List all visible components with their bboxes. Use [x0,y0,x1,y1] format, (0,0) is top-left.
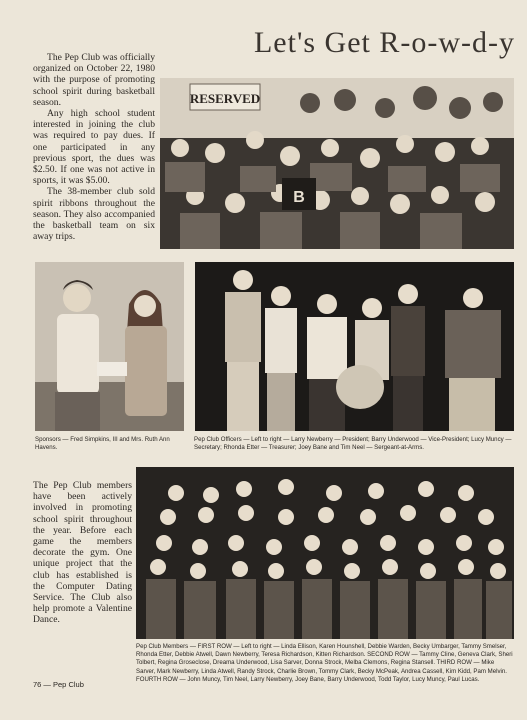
members-text: The Pep Club members have been actively involved in promoting school spirit throughout the year. Before each game the members decorate the gym. One unique project that the club has established is the Computer Dating Service. The Club also help promote a Valentine Dance. [33,480,132,626]
intro-text [33,52,155,242]
intro-paragraph-1: The Pep Club was officially organized on October 22, 1980 with the purpose of promoting school spirit during basketball season. [33,52,155,108]
page-title: Let's Get R-o-w-d-y [253,26,515,59]
intro-paragraph-2: Any high school student interested in joining the club was required to pay dues. If one participated in any previous sport, the dues was $2.50. If one was not active in sports, it was $5.00. [33,108,155,187]
jersey-letter: B [293,189,305,206]
members-photo [136,467,514,639]
crowd-photo [160,78,514,249]
page-folio: 76 — Pep Club [33,680,84,689]
sponsors-photo [35,262,184,431]
reserved-sign: RESERVED [189,91,261,106]
sponsors-caption: Sponsors — Fred Simpkins, III and Mrs. Ruth Ann Havens. [35,436,170,452]
intro-paragraph-3: The 38-member club sold spirit ribbons throughout the season. They also accompanied the basketball team on six away trips. [33,186,155,243]
officers-photo [195,262,514,431]
members-caption: Pep Club Members — FIRST ROW — Left to right — Linda Ellison, Karen Hounshell, Debbie Warden, Becky Umbarger, Tammy Smelser, Rhonda Etter, Debbie Atwell, Dawn Newberry, Teresa Richardson, Kitten Richardson. SECOND ROW — Tammy Cline, Geneva Clark, Sheri Tolbert, Regina Groseclose, Dreama Underwood, Lisa Sarver, Donna Strock, Melba Clemons, Regina Stansell. THIRD ROW — Mike Sarver, Mark Newberry, Linda Atwell, Randy Strock, Charlie Brown, Tommy Clark, Becky McPeak, Andrea Cassell, Kim Kidd, Pam Melvin. FOURTH ROW — John Muncy, Tim Neel, Larry Newberry, Joey Bane, Barry Underwood, Todd Taylor, Lucy Muncy, Paul Lucas. [136,643,513,683]
officers-caption: Pep Club Officers — Left to right — Larry Newberry — President; Barry Underwood — Vice-President; Lucy Muncy — Secretary; Rhonda Etter — Treasurer; Joey Bane and Tim Neel — Sergeant-at-Arms. [194,436,512,452]
